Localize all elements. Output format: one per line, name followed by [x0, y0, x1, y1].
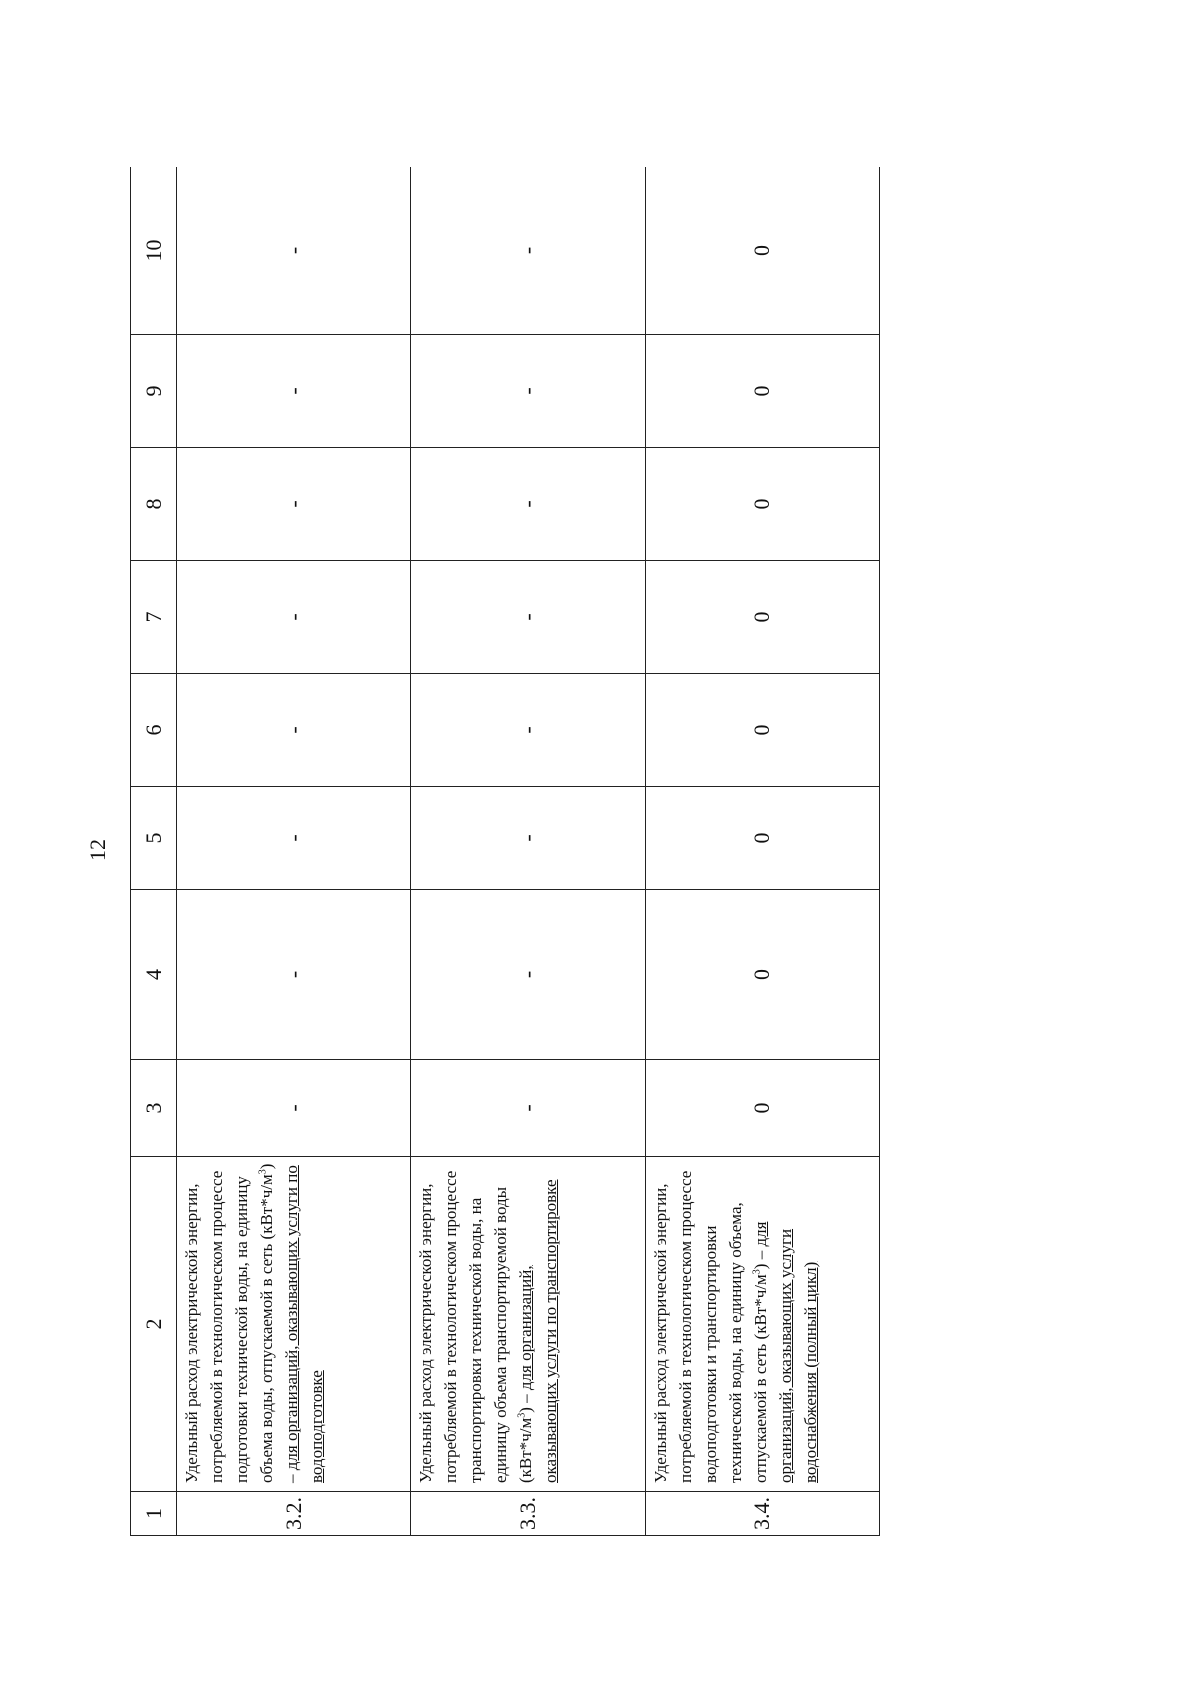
description-dash: ) –: [750, 1246, 770, 1270]
value-cell: -: [411, 448, 645, 561]
value-cell: -: [411, 674, 645, 787]
value-cell: -: [177, 674, 411, 787]
table-row: [411, 167, 645, 1536]
superscript: 3: [516, 1412, 528, 1418]
header-cell: 8: [131, 448, 177, 561]
table-header-row: [131, 167, 177, 1536]
rotated-page-content: [130, 167, 880, 1536]
rotated-table-container: [130, 167, 880, 1536]
value-cell: 0: [645, 167, 879, 335]
description-underlined: для организаций, оказывающих услуги водоснабжения (полный цикл): [750, 1221, 820, 1483]
value-cell: -: [177, 335, 411, 448]
description-underlined: для организаций, оказывающих услуги по транспортировке: [516, 1179, 561, 1483]
description-text: Удельный расход электрической энергии, потребляемой в технологическом процессе транспортировки технической воды, на единицу объема транспортируемой воды (кВт*ч/м: [416, 1170, 536, 1483]
value-cell: -: [177, 787, 411, 890]
value-cell: -: [411, 167, 645, 335]
value-cell: 0: [645, 787, 879, 890]
header-cell: 6: [131, 674, 177, 787]
table-row: [645, 167, 879, 1536]
value-cell: 0: [645, 561, 879, 674]
header-cell: 3: [131, 1060, 177, 1157]
value-cell: -: [411, 890, 645, 1060]
value-cell: -: [411, 787, 645, 890]
row-description: [177, 1157, 411, 1492]
energy-consumption-table: [130, 167, 880, 1536]
header-cell: 4: [131, 890, 177, 1060]
value-cell: -: [177, 561, 411, 674]
value-cell: 0: [645, 1060, 879, 1157]
value-cell: -: [411, 561, 645, 674]
superscript: 3: [257, 1169, 269, 1175]
header-cell: 10: [131, 167, 177, 335]
value-cell: -: [177, 167, 411, 335]
superscript: 3: [751, 1269, 763, 1275]
header-cell: 1: [131, 1492, 177, 1536]
row-code: 3.3.: [411, 1492, 645, 1536]
description-text: Удельный расход электрической энергии, потребляемой в технологическом процессе подготовки технической воды, на единицу объема воды, отпускаемой в сеть (кВт*ч/м: [182, 1170, 277, 1483]
description-underlined: для организаций, оказывающих услуги по водоподготовке: [282, 1165, 327, 1483]
value-cell: 0: [645, 335, 879, 448]
table-row: [177, 167, 411, 1536]
value-cell: -: [177, 448, 411, 561]
value-cell: -: [411, 335, 645, 448]
header-cell: 9: [131, 335, 177, 448]
description-dash: ) –: [257, 1163, 302, 1483]
value-cell: 0: [645, 674, 879, 787]
value-cell: 0: [645, 890, 879, 1060]
row-code: 3.4.: [645, 1492, 879, 1536]
header-cell: 5: [131, 787, 177, 890]
value-cell: -: [177, 1060, 411, 1157]
value-cell: 0: [645, 448, 879, 561]
description-dash: ) –: [516, 1390, 536, 1413]
value-cell: -: [177, 890, 411, 1060]
page-number: 12: [85, 839, 110, 861]
row-code: 3.2.: [177, 1492, 411, 1536]
header-cell: 7: [131, 561, 177, 674]
row-description: [645, 1157, 879, 1492]
header-cell: 2: [131, 1157, 177, 1492]
value-cell: -: [411, 1060, 645, 1157]
description-text: Удельный расход электрической энергии, потребляемой в технологическом процессе водоподготовки и транспортировки технической воды, на единицу объема, отпускаемой в сеть (кВт*ч/м: [650, 1170, 770, 1483]
row-description: [411, 1157, 645, 1492]
